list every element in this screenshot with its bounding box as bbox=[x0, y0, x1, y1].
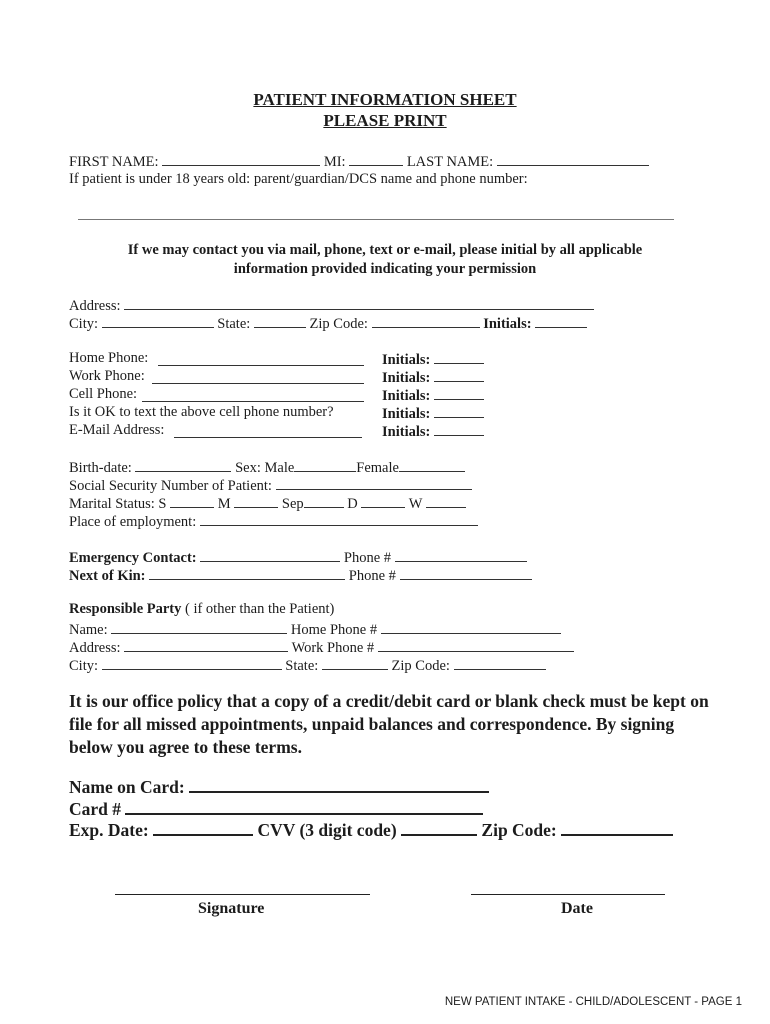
last-name-label: LAST NAME: bbox=[406, 154, 494, 170]
marital-row bbox=[69, 494, 466, 513]
responsible-city-row bbox=[69, 656, 546, 675]
marital-d-field[interactable] bbox=[361, 494, 405, 508]
responsible-heading bbox=[69, 601, 334, 618]
date-field[interactable] bbox=[471, 894, 665, 895]
responsible-zip-label: Zip Code: bbox=[391, 658, 450, 674]
responsible-city-label: City: bbox=[69, 658, 99, 674]
card-number-row bbox=[69, 797, 483, 820]
work-initials-field[interactable] bbox=[434, 368, 484, 382]
marital-s-field[interactable] bbox=[170, 494, 214, 508]
text-ok-label: Is it OK to text the above cell phone number? bbox=[69, 404, 334, 420]
address-field[interactable] bbox=[124, 296, 594, 310]
home-initials-field[interactable] bbox=[434, 350, 484, 364]
kin-phone-field[interactable] bbox=[400, 566, 532, 580]
state-field[interactable] bbox=[254, 314, 306, 328]
responsible-state-label: State: bbox=[285, 658, 319, 674]
kin-phone-label: Phone # bbox=[348, 568, 396, 584]
responsible-name-row bbox=[69, 620, 561, 639]
state-label: State: bbox=[217, 316, 251, 332]
responsible-city-field[interactable] bbox=[102, 656, 282, 670]
address-label: Address: bbox=[69, 298, 121, 314]
cell-initials-field[interactable] bbox=[434, 386, 484, 400]
birthdate-field[interactable] bbox=[135, 458, 231, 472]
cvv-field[interactable] bbox=[401, 818, 477, 836]
date-label: Date bbox=[561, 900, 593, 917]
exp-date-label: Exp. Date: bbox=[69, 820, 149, 840]
employment-label: Place of employment: bbox=[69, 514, 197, 530]
male-label: Male bbox=[264, 460, 295, 476]
last-name-field[interactable] bbox=[497, 152, 649, 166]
responsible-home-phone-label: Home Phone # bbox=[290, 622, 378, 638]
marital-w-field[interactable] bbox=[426, 494, 466, 508]
city-label: City: bbox=[69, 316, 99, 332]
first-name-field[interactable] bbox=[162, 152, 320, 166]
employment-field[interactable] bbox=[200, 512, 478, 526]
birthdate-row bbox=[69, 458, 465, 477]
emergency-contact-label: Emergency Contact: bbox=[69, 550, 197, 566]
marital-sep-field[interactable] bbox=[304, 494, 344, 508]
employment-row bbox=[69, 512, 478, 531]
work-phone-field[interactable] bbox=[152, 383, 364, 384]
guardian-info-field[interactable] bbox=[78, 219, 674, 220]
exp-date-field[interactable] bbox=[153, 818, 253, 836]
kin-row bbox=[69, 566, 532, 585]
patient-name-row bbox=[69, 152, 649, 171]
contact-notice-line2: information provided indicating your permission bbox=[233, 261, 537, 277]
card-zip-label: Zip Code: bbox=[481, 820, 557, 840]
female-field[interactable] bbox=[399, 458, 465, 472]
email-field[interactable] bbox=[174, 437, 362, 438]
responsible-work-phone-field[interactable] bbox=[378, 638, 574, 652]
phone-initials bbox=[382, 350, 484, 440]
zip-label: Zip Code: bbox=[309, 316, 368, 332]
marital-sep-label: Sep bbox=[281, 496, 304, 512]
home-phone-field[interactable] bbox=[158, 365, 364, 366]
emergency-phone-field[interactable] bbox=[395, 548, 527, 562]
home-initials-label: Initials: bbox=[382, 352, 431, 368]
form-title: PATIENT INFORMATION SHEET bbox=[253, 90, 517, 109]
responsible-home-phone-field[interactable] bbox=[381, 620, 561, 634]
cell-initials-label: Initials: bbox=[382, 388, 431, 404]
zip-field[interactable] bbox=[372, 314, 480, 328]
address-initials-field[interactable] bbox=[535, 314, 587, 328]
card-zip-field[interactable] bbox=[561, 818, 673, 836]
card-number-field[interactable] bbox=[125, 797, 483, 815]
cell-phone-field[interactable] bbox=[142, 401, 364, 402]
cvv-label: CVV (3 digit code) bbox=[257, 820, 397, 840]
marital-status-label: Marital Status: S bbox=[69, 496, 167, 512]
email-initials-label: Initials: bbox=[382, 424, 431, 440]
work-initials-label: Initials: bbox=[382, 370, 431, 386]
birthdate-label: Birth-date: bbox=[69, 460, 132, 476]
male-field[interactable] bbox=[294, 458, 356, 472]
marital-d-label: D bbox=[347, 496, 358, 512]
emergency-row bbox=[69, 548, 527, 567]
address-row bbox=[69, 296, 594, 315]
minor-guardian-note: If patient is under 18 years old: parent/guardian/DCS name and phone number: bbox=[69, 171, 528, 187]
responsible-address-row bbox=[69, 638, 574, 657]
mi-label: MI: bbox=[323, 154, 346, 170]
marital-w-label: W bbox=[408, 496, 423, 512]
text-initials-label: Initials: bbox=[382, 406, 431, 422]
cell-phone-label: Cell Phone: bbox=[69, 386, 138, 402]
contact-notice-line1: If we may contact you via mail, phone, text or e-mail, please initial by all applicable bbox=[127, 242, 643, 258]
female-label: Female bbox=[356, 460, 399, 476]
card-name-label: Name on Card: bbox=[69, 777, 185, 797]
responsible-state-field[interactable] bbox=[322, 656, 388, 670]
work-phone-label: Work Phone: bbox=[69, 368, 145, 384]
ssn-row bbox=[69, 476, 472, 495]
card-name-field[interactable] bbox=[189, 775, 489, 793]
emergency-phone-label: Phone # bbox=[343, 550, 392, 566]
responsible-name-label: Name: bbox=[69, 622, 108, 638]
signature-field[interactable] bbox=[115, 894, 370, 895]
ssn-label: Social Security Number of Patient: bbox=[69, 478, 272, 494]
city-row bbox=[69, 314, 587, 333]
email-label: E-Mail Address: bbox=[69, 422, 165, 438]
signature-label: Signature bbox=[198, 900, 265, 917]
payment-policy-text: It is our office policy that a copy of a credit/debit card or blank check must be kept on file for all missed appointments, unpaid balances and correspondence. By signing below you agree to these terms. bbox=[69, 691, 709, 757]
mi-field[interactable] bbox=[349, 152, 403, 166]
phone-labels bbox=[69, 350, 334, 440]
responsible-party-note: ( if other than the Patient) bbox=[185, 601, 335, 617]
form-subtitle: PLEASE PRINT bbox=[323, 111, 447, 130]
next-of-kin-label: Next of Kin: bbox=[69, 568, 146, 584]
responsible-work-phone-label: Work Phone # bbox=[291, 640, 375, 656]
city-field[interactable] bbox=[102, 314, 214, 328]
page-footer: NEW PATIENT INTAKE - CHILD/ADOLESCENT - PAGE 1 bbox=[444, 996, 742, 1008]
responsible-zip-field[interactable] bbox=[454, 656, 546, 670]
marital-m-field[interactable] bbox=[234, 494, 278, 508]
responsible-party-label: Responsible Party bbox=[69, 601, 182, 617]
home-phone-label: Home Phone: bbox=[69, 350, 149, 366]
address-initials-label: Initials: bbox=[483, 316, 532, 332]
next-of-kin-field[interactable] bbox=[149, 566, 345, 580]
card-number-label: Card # bbox=[69, 799, 122, 819]
card-name-row bbox=[69, 775, 489, 798]
sex-label: Sex: bbox=[235, 460, 261, 476]
email-initials-field[interactable] bbox=[434, 422, 484, 436]
emergency-contact-field[interactable] bbox=[200, 548, 340, 562]
first-name-label: FIRST NAME: bbox=[69, 154, 159, 170]
responsible-name-field[interactable] bbox=[111, 620, 287, 634]
ssn-field[interactable] bbox=[276, 476, 472, 490]
marital-m-label: M bbox=[217, 496, 231, 512]
card-exp-row bbox=[69, 818, 673, 841]
responsible-address-label: Address: bbox=[69, 640, 121, 656]
responsible-address-field[interactable] bbox=[124, 638, 288, 652]
text-initials-field[interactable] bbox=[434, 404, 484, 418]
